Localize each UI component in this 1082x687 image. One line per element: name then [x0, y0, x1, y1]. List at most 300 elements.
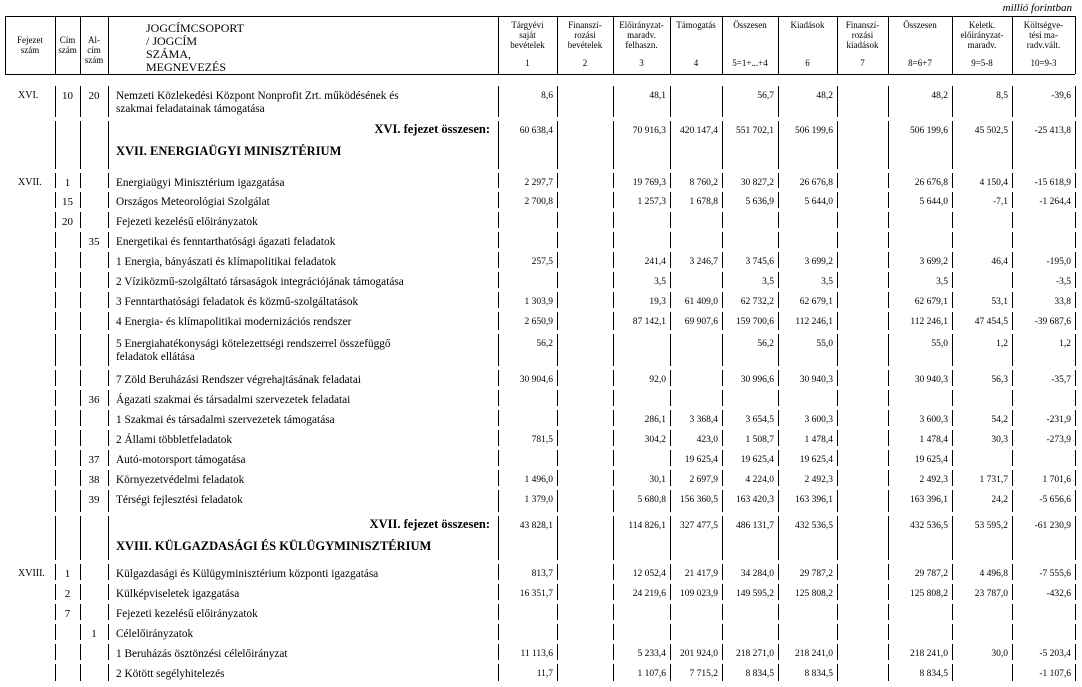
header-col-text: tési ma-: [1029, 30, 1058, 40]
row-col-line: [670, 390, 671, 406]
header-col-number: 1: [525, 58, 530, 68]
value-cell: -5 203,4: [1039, 649, 1071, 659]
row-col-line: [498, 624, 499, 640]
value-cell: 30 940,3: [914, 375, 948, 385]
value-cell: 29 787,2: [799, 569, 833, 579]
alcim-number: 1: [91, 628, 97, 640]
row-col-line: [108, 334, 109, 366]
row-col-line: [837, 430, 838, 446]
value-cell: 11 113,6: [520, 649, 553, 659]
value-cell: 114 826,1: [628, 521, 666, 531]
row-col-line: [1012, 212, 1013, 228]
header-col-5: [722, 20, 778, 68]
row-col-line: [837, 86, 838, 117]
value-cell: 112 246,1: [910, 317, 948, 327]
row-col-line: [1075, 272, 1076, 288]
value-cell: 45 502,5: [974, 126, 1008, 136]
value-cell: 125 808,2: [910, 589, 948, 599]
value-cell: 109 023,9: [680, 589, 718, 599]
header-col-text: rozási: [851, 30, 874, 40]
value-cell: 34 284,0: [740, 569, 774, 579]
row-col-line: [80, 334, 81, 366]
row-col-line: [837, 272, 838, 288]
row-col-line: [722, 232, 723, 248]
value-cell: 1,2: [1059, 339, 1071, 349]
value-cell: 2 700,8: [524, 197, 553, 207]
row-col-line: [80, 192, 81, 208]
value-cell: 19,3: [649, 297, 666, 307]
row-col-line: [888, 232, 889, 248]
row-col-line: [80, 252, 81, 268]
header-col-3: [613, 20, 670, 68]
value-cell: -273,9: [1046, 435, 1071, 445]
item-label: Fejezeti kezelésű előirányzatok: [116, 608, 258, 620]
row-col-line: [55, 292, 56, 308]
row-col-line: [557, 450, 558, 466]
value-cell: 218 271,0: [736, 649, 774, 659]
value-cell: 201 924,0: [680, 649, 718, 659]
row-col-line: [1075, 644, 1076, 660]
chapter-heading: XVII. ENERGIAÜGYI MINISZTÉRIUM: [116, 144, 342, 158]
row-col-line: [613, 624, 614, 640]
row-col-line: [670, 86, 671, 117]
value-cell: 1 508,7: [745, 435, 774, 445]
row-col-line: [670, 212, 671, 228]
row-col-line: [557, 212, 558, 228]
value-cell: 11,7: [536, 669, 553, 679]
row-col-line: [108, 86, 109, 117]
row-col-line: [952, 664, 953, 681]
cim-number: 2: [64, 588, 71, 600]
row-col-line: [108, 232, 109, 248]
row-col-line: [952, 212, 953, 228]
value-cell: 19 625,4: [740, 455, 774, 465]
row-col-line: [1075, 334, 1076, 366]
unit-label: millió forintban: [1002, 2, 1072, 14]
item-label: 2 Víziközmű-szolgáltató társaságok integrációjának támogatása: [116, 276, 404, 288]
item-label: Országos Meteorológiai Szolgálat: [116, 196, 270, 208]
row-col-line: [80, 212, 81, 228]
row-col-line: [55, 312, 56, 330]
value-cell: 53,1: [991, 297, 1008, 307]
header-col-number: 4: [693, 58, 699, 68]
row-col-line: [557, 516, 558, 560]
row-col-line: [498, 272, 499, 288]
row-col-line: [80, 644, 81, 660]
value-cell: -195,0: [1046, 257, 1071, 267]
row-col-line: [837, 312, 838, 330]
row-col-line: [888, 604, 889, 620]
row-col-line: [670, 272, 671, 288]
value-cell: 26 676,8: [914, 178, 948, 188]
value-cell: 16 351,7: [519, 589, 553, 599]
row-col-line: [952, 604, 953, 620]
row-col-line: [1012, 450, 1013, 466]
row-col-line: [613, 212, 614, 228]
row-col-line: [557, 604, 558, 620]
value-cell: 327 477,5: [680, 521, 718, 531]
item-label: 1 Beruházás ösztönzési célelőirányzat: [116, 648, 288, 660]
value-cell: 8,6: [541, 91, 553, 101]
value-cell: 486 131,7: [736, 521, 774, 531]
alcim-number: 20: [88, 90, 100, 102]
item-label: Fejezeti kezelésű előirányzatok: [116, 216, 258, 228]
row-col-line: [952, 272, 953, 288]
row-col-line: [557, 252, 558, 268]
value-cell: 420 147,4: [680, 126, 718, 136]
row-col-line: [837, 624, 838, 640]
header-col-text: maradv.: [967, 40, 997, 50]
value-cell: 125 808,2: [795, 589, 833, 599]
value-cell: 506 199,6: [795, 126, 833, 136]
value-cell: 112 246,1: [795, 317, 833, 327]
row-col-line: [557, 334, 558, 366]
row-col-line: [670, 370, 671, 386]
row-col-line: [55, 252, 56, 268]
header-col-text: [888, 30, 952, 40]
row-col-line: [837, 232, 838, 248]
row-col-line: [498, 450, 499, 466]
row-col-line: [108, 292, 109, 308]
value-cell: -25 413,8: [1034, 126, 1071, 136]
row-col-line: [670, 604, 671, 620]
row-col-line: [55, 470, 56, 486]
header-col-text: Költségve-: [1023, 20, 1064, 30]
header-col-2: [557, 20, 613, 68]
row-col-line: [80, 516, 81, 560]
row-col-line: [1075, 390, 1076, 406]
header-col-text: Támogatás: [676, 20, 716, 30]
item-label: Külgazdasági és Külügyminisztérium központi igazgatása: [116, 568, 379, 580]
value-cell: -15 618,9: [1034, 178, 1071, 188]
header-col-text: [670, 40, 722, 50]
row-col-line: [55, 450, 56, 466]
value-cell: 3,5: [762, 277, 774, 287]
value-cell: 55,0: [816, 339, 833, 349]
item-label: 2 Állami többletfeladatok: [116, 434, 233, 446]
value-cell: 7 715,2: [689, 669, 718, 679]
value-cell: 26 676,8: [799, 178, 833, 188]
row-col-line: [557, 272, 558, 288]
header-col-7: [837, 20, 888, 68]
value-cell: 1 478,4: [804, 435, 833, 445]
header-col-1: [498, 20, 557, 68]
row-col-line: [837, 173, 838, 188]
value-cell: 506 199,6: [910, 126, 948, 136]
header-bottom-line: [5, 74, 1075, 75]
value-cell: 56,7: [757, 91, 774, 101]
row-col-line: [108, 173, 109, 188]
value-cell: 48,2: [931, 91, 948, 101]
value-cell: 241,4: [644, 257, 666, 267]
value-cell: 62 732,2: [740, 297, 774, 307]
row-col-line: [557, 173, 558, 188]
row-col-line: [837, 390, 838, 406]
row-col-line: [1075, 212, 1076, 228]
row-col-line: [108, 312, 109, 330]
value-cell: 48,2: [816, 91, 833, 101]
row-col-line: [670, 334, 671, 366]
row-col-line: [837, 490, 838, 512]
row-col-line: [557, 390, 558, 406]
row-col-line: [108, 644, 109, 660]
value-cell: 60 638,4: [519, 126, 553, 136]
value-cell: 1 379,0: [524, 495, 553, 505]
value-cell: 3 600,3: [919, 415, 948, 425]
header-col-text: [888, 40, 952, 50]
row-col-line: [837, 604, 838, 620]
row-col-line: [108, 410, 109, 426]
value-cell: 61 409,0: [684, 297, 718, 307]
header-col-6: [778, 20, 837, 68]
value-cell: 3 600,3: [804, 415, 833, 425]
value-cell: 92,0: [649, 375, 666, 385]
item-label: Ágazati szakmai és társadalmi szervezetek feladatai: [116, 394, 351, 406]
row-col-line: [557, 490, 558, 512]
row-col-line: [1075, 664, 1076, 681]
value-cell: 156 360,5: [680, 495, 718, 505]
row-col-line: [837, 584, 838, 600]
header-col-text: Előirányzat-: [619, 20, 664, 30]
value-cell: -432,6: [1046, 589, 1071, 599]
header-col-text: saját: [519, 30, 536, 40]
header-col-text: bevételek: [567, 40, 603, 50]
row-col-line: [1075, 192, 1076, 208]
row-col-line: [557, 430, 558, 446]
value-cell: 3,5: [821, 277, 833, 287]
row-col-line: [55, 664, 56, 681]
value-cell: 1,2: [996, 339, 1008, 349]
header-col-text: Tárgyévi: [511, 20, 544, 30]
value-cell: 21 417,9: [684, 569, 718, 579]
row-col-line: [837, 450, 838, 466]
value-cell: 2 697,9: [689, 475, 718, 485]
cim-number: 20: [62, 216, 73, 228]
row-col-line: [837, 121, 838, 169]
row-col-line: [952, 390, 953, 406]
cim-number: 7: [64, 608, 71, 620]
row-col-line: [108, 450, 109, 466]
row-col-line: [55, 390, 56, 406]
row-col-line: [888, 212, 889, 228]
value-cell: 551 702,1: [736, 126, 774, 136]
row-col-line: [837, 252, 838, 268]
row-col-line: [613, 390, 614, 406]
value-cell: -5 656,6: [1039, 495, 1071, 505]
header-alcim: Al- cím szám: [84, 35, 104, 65]
row-col-line: [670, 232, 671, 248]
row-col-line: [557, 370, 558, 386]
row-col-line: [837, 192, 838, 208]
header-col-text: Keletk.: [968, 20, 996, 30]
row-col-line: [80, 410, 81, 426]
row-col-line: [722, 390, 723, 406]
item-label-cont: feladatok ellátása: [116, 351, 195, 363]
header-title: JOGCÍMCSOPORT / JOGCÍM SZÁMA, MEGNEVEZÉS: [146, 21, 244, 74]
value-cell: 23 787,0: [974, 589, 1008, 599]
value-cell: 1 496,0: [524, 475, 553, 485]
header-col-9: [952, 20, 1012, 68]
value-cell: 8,5: [996, 91, 1008, 101]
row-col-line: [557, 584, 558, 600]
row-col-line: [778, 624, 779, 640]
value-cell: 2 650,9: [524, 317, 553, 327]
header-col-number: 7: [860, 58, 865, 68]
row-col-line: [55, 624, 56, 640]
header-col-10: [1012, 20, 1075, 68]
value-cell: 4 224,0: [745, 475, 774, 485]
value-cell: -1 264,4: [1039, 197, 1071, 207]
row-col-line: [55, 272, 56, 288]
row-col-line: [80, 121, 81, 169]
row-col-line: [108, 192, 109, 208]
value-cell: 3 368,4: [689, 415, 718, 425]
row-col-line: [557, 192, 558, 208]
row-col-line: [108, 664, 109, 681]
value-cell: 87 142,1: [632, 317, 666, 327]
value-cell: 3,5: [654, 277, 666, 287]
cim-number: 10: [62, 90, 73, 102]
value-cell: 30 996,6: [740, 375, 774, 385]
alcim-number: 38: [88, 474, 100, 486]
item-label: Nemzeti Közlekedési Központ Nonprofit Zrt. működésének és: [116, 90, 399, 102]
item-label: 7 Zöld Beruházási Rendszer végrehajtásának feladatai: [116, 374, 361, 386]
row-col-line: [1075, 86, 1076, 117]
row-col-line: [557, 121, 558, 169]
value-cell: 3,5: [936, 277, 948, 287]
header-col-text: [722, 40, 778, 50]
header-top-line: [5, 16, 1075, 17]
row-col-line: [722, 624, 723, 640]
alcim-number: 36: [88, 394, 100, 406]
row-col-line: [837, 370, 838, 386]
item-label: 1 Szakmai és társadalmi szervezetek támogatása: [116, 414, 335, 426]
row-col-line: [108, 272, 109, 288]
row-col-line: [837, 516, 838, 560]
value-cell: -39,6: [1051, 91, 1071, 101]
header-col-text: [670, 30, 722, 40]
row-col-line: [837, 564, 838, 580]
value-cell: 24,2: [991, 495, 1008, 505]
value-cell: 2 492,3: [919, 475, 948, 485]
header-col-number: 2: [582, 58, 588, 68]
cim-number: 15: [62, 196, 73, 208]
row-col-line: [557, 644, 558, 660]
row-col-line: [108, 470, 109, 486]
value-cell: 4 496,8: [979, 569, 1008, 579]
row-col-line: [1075, 516, 1076, 560]
header-col-text: kiadások: [846, 40, 879, 50]
header-col-number: 6: [805, 58, 810, 68]
value-cell: 70 916,3: [632, 126, 666, 136]
item-label: 3 Fenntarthatósági feladatok és közmű-szolgáltatások: [116, 296, 359, 308]
value-cell: 218 241,0: [795, 649, 833, 659]
item-label-cont: szakmai feladatainak támogatása: [116, 103, 265, 115]
row-col-line: [108, 212, 109, 228]
value-cell: 4 150,4: [979, 178, 1008, 188]
cim-number: 1: [64, 177, 71, 189]
value-cell: 432 536,5: [795, 521, 833, 531]
header-fejezet: Fejezet szám: [17, 35, 43, 55]
value-cell: 423,0: [696, 435, 718, 445]
row-col-line: [80, 312, 81, 330]
row-col-line: [952, 450, 953, 466]
row-col-line: [557, 664, 558, 681]
row-col-line: [80, 430, 81, 446]
item-label: Térségi fejlesztési feladatok: [116, 494, 243, 506]
item-label: Autó-motorsport támogatása: [116, 454, 246, 466]
value-cell: 54,2: [991, 415, 1008, 425]
row-col-line: [1075, 370, 1076, 386]
row-col-line: [108, 604, 109, 620]
row-col-line: [1012, 604, 1013, 620]
row-col-line: [80, 604, 81, 620]
row-col-line: [778, 390, 779, 406]
value-cell: 8 834,5: [804, 669, 833, 679]
value-cell: 43 828,1: [519, 521, 553, 531]
value-cell: 5 233,4: [637, 649, 666, 659]
row-col-line: [557, 292, 558, 308]
cim-number: 1: [64, 568, 71, 580]
row-col-line: [837, 410, 838, 426]
row-col-line: [108, 430, 109, 446]
row-col-line: [55, 430, 56, 446]
header-col-number: 3: [639, 58, 644, 68]
row-col-line: [952, 232, 953, 248]
header-col-text: [778, 40, 837, 50]
row-col-line: [888, 390, 889, 406]
value-cell: 8 834,5: [919, 669, 948, 679]
row-col-line: [778, 604, 779, 620]
header-col-text: [722, 30, 778, 40]
row-col-line: [80, 584, 81, 600]
header-col-text: felhaszn.: [625, 40, 658, 50]
value-cell: 1 107,6: [637, 669, 666, 679]
alcim-number: 35: [88, 236, 100, 248]
header-col-number: 5=1+...+4: [732, 58, 768, 68]
row-col-line: [557, 232, 558, 248]
value-cell: 1 257,3: [637, 197, 666, 207]
item-label: 5 Energiahatékonysági kötelezettségi rendszerrel összefüggő: [116, 338, 391, 350]
row-col-line: [722, 212, 723, 228]
value-cell: 30 904,6: [519, 375, 553, 385]
row-col-line: [1075, 121, 1076, 169]
header-col-text: Összesen: [903, 20, 937, 30]
item-label: 2 Kötött segélyhitelezés: [116, 668, 225, 680]
value-cell: 46,4: [991, 257, 1008, 267]
value-cell: 3 699,2: [804, 257, 833, 267]
row-col-line: [498, 232, 499, 248]
row-col-line: [55, 644, 56, 660]
row-col-line: [1075, 252, 1076, 268]
header-col-line: [1075, 16, 1076, 74]
value-cell: 56,3: [991, 375, 1008, 385]
alcim-number: 39: [88, 494, 100, 506]
value-cell: 19 625,4: [914, 455, 948, 465]
row-col-line: [55, 334, 56, 366]
row-col-line: [1075, 292, 1076, 308]
value-cell: 30,3: [991, 435, 1008, 445]
header-col-number: 8=6+7: [908, 58, 932, 68]
chapter-heading: XVIII. KÜLGAZDASÁGI ÉS KÜLÜGYMINISZTÉRIUM: [116, 539, 432, 553]
value-cell: -7 555,6: [1039, 569, 1071, 579]
row-col-line: [1012, 390, 1013, 406]
row-col-line: [557, 564, 558, 580]
value-cell: -35,7: [1051, 375, 1071, 385]
row-col-line: [1075, 430, 1076, 446]
item-label: Energiaügyi Minisztérium igazgatása: [116, 177, 285, 189]
row-col-line: [1075, 312, 1076, 330]
